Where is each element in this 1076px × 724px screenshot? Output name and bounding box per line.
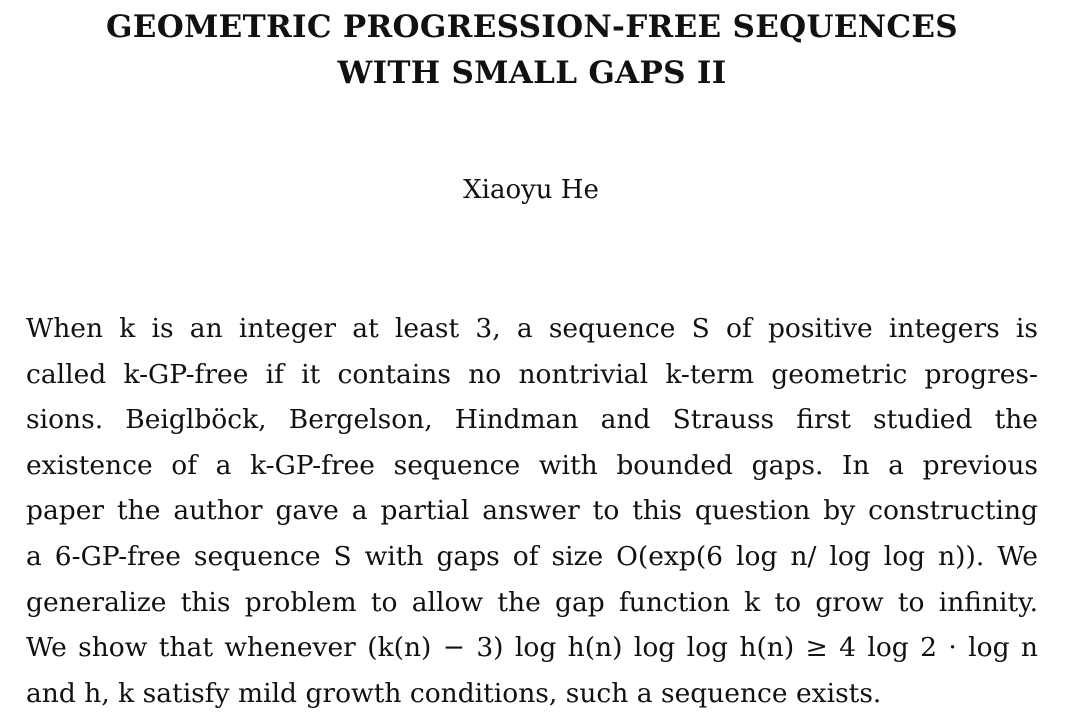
author-name: Xiaoyu He [463,175,599,205]
abstract-line: sions. Beiglböck, Bergelson, Hindman and Strauss first studied the [26,404,1038,436]
abstract-line: called k-GP-free if it contains no nontrivial k-term geometric progres- [26,358,1038,390]
abstract-line: paper the author gave a partial answer to this question by constructing [26,495,1038,527]
title-line-1: GEOMETRIC PROGRESSION-FREE SEQUENCES [106,9,958,45]
paper-title [0,4,1064,96]
abstract-line: existence of a k-GP-free sequence with bounded gaps. In a previous [26,449,1038,481]
abstract-line: We show that whenever (k(n) − 3) log h(n) log log h(n) ≥ 4 log 2 · log n [26,632,1038,664]
abstract-line: generalize this problem to allow the gap function k to grow to infinity. [26,586,1038,618]
abstract-line: When k is an integer at least 3, a sequence S of positive integers is [26,313,1038,344]
title-line-2: WITH SMALL GAPS II [337,55,727,91]
abstract-line: a 6-GP-free sequence S with gaps of size O(exp(6 log n/ log log n)). We [26,540,1038,572]
abstract-line: and h, k satisfy mild growth conditions, such a sequence exists. [26,677,882,709]
abstract [26,306,1038,716]
